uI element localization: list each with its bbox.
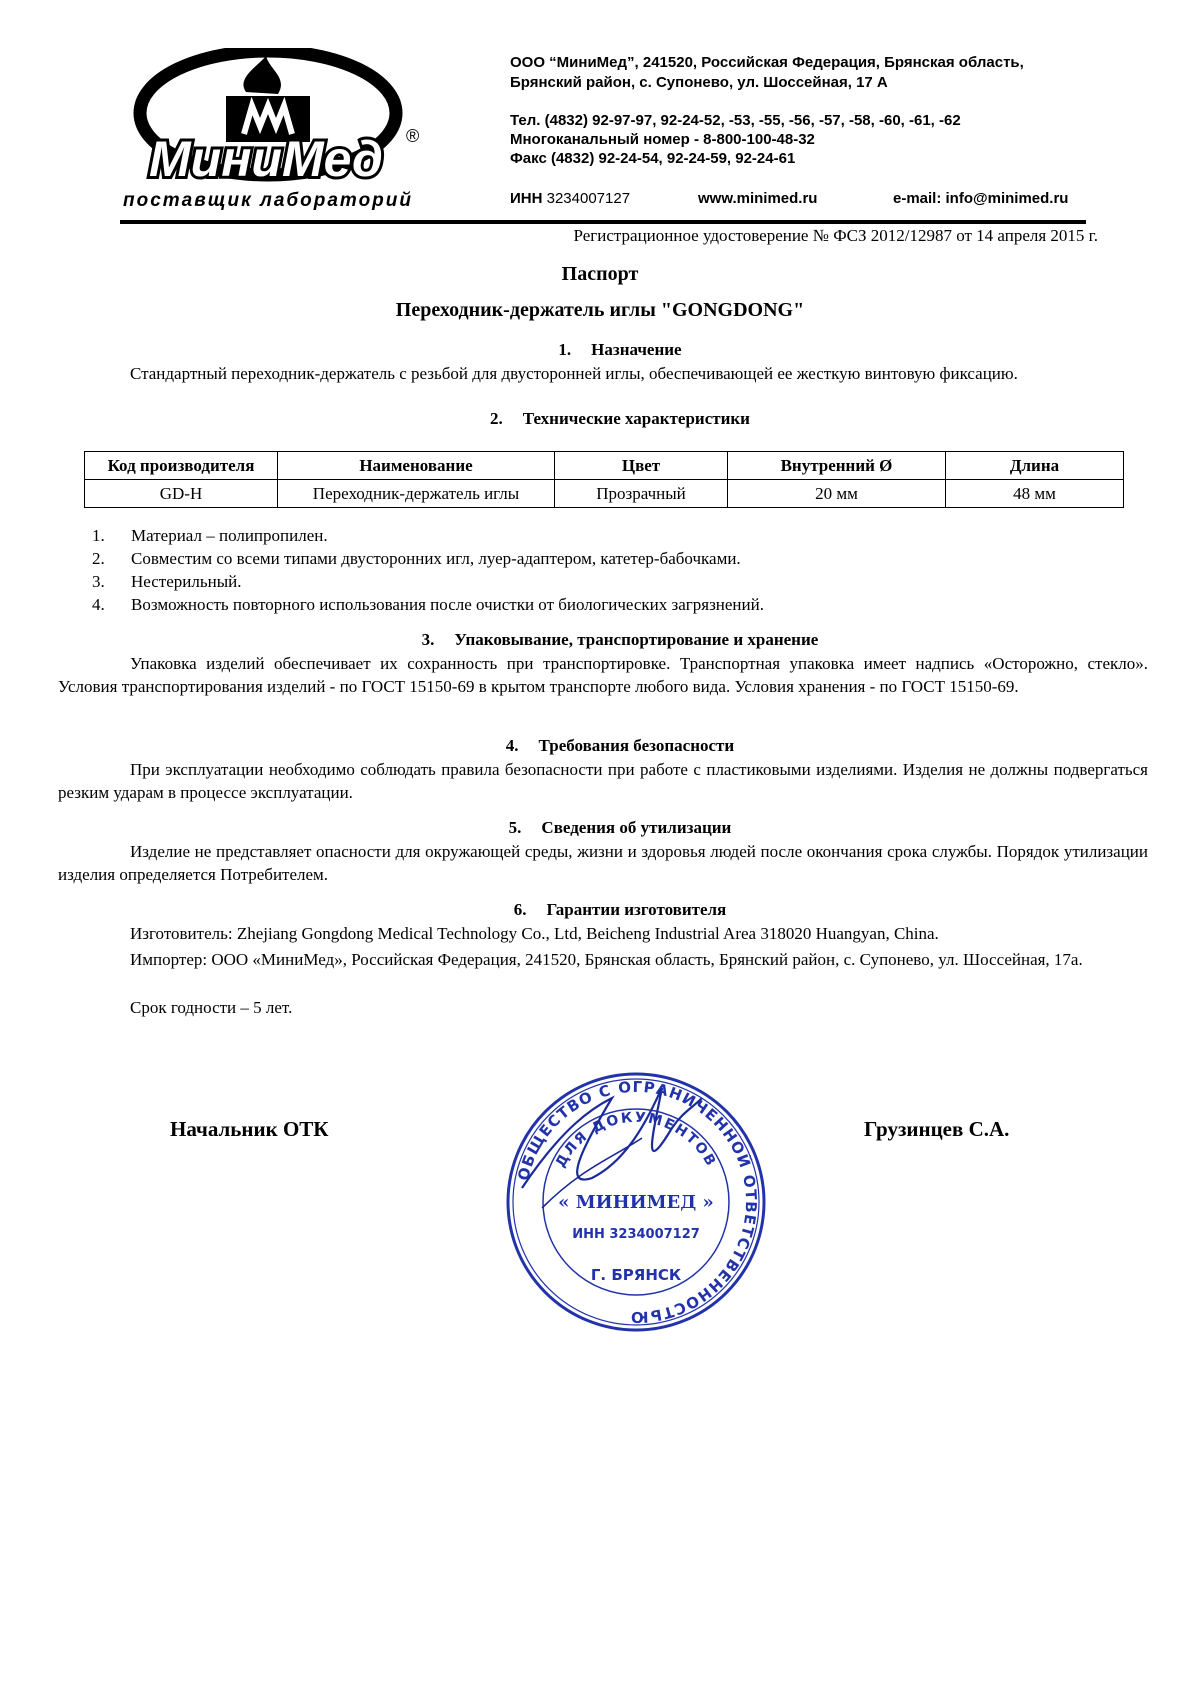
company-email: e-mail: info@minimed.ru (893, 190, 1069, 207)
section-2-title: Технические характеристики (522, 409, 750, 428)
section-6-number: 6. (513, 900, 527, 919)
stamp-center-text: « МИНИМЕД » (558, 1192, 714, 1213)
list-item-number: 4. (92, 595, 105, 614)
stamp-outer-text: ОБЩЕСТВО С ОГРАНИЧЕННОЙ ОТВЕТСТВЕННОСТЬЮ (514, 1077, 761, 1327)
company-fax: Факс (4832) 92-24-54, 92-24-59, 92-24-61 (510, 150, 796, 167)
section-1-number: 1. (558, 340, 572, 359)
cell-name: Переходник-держатель иглы (278, 480, 555, 508)
list-item-text: Материал – полипропилен. (131, 526, 328, 545)
company-address-line2: Брянский район, с. Супонево, ул. Шоссейная, 17 А (510, 74, 888, 91)
signatory-role: Начальник ОТК (170, 1117, 329, 1141)
svg-text:ДЛЯ ДОКУМЕНТОВ (553, 1110, 720, 1171)
section-6-heading (0, 900, 1200, 920)
header-name: Наименование (278, 452, 555, 480)
cell-length: 48 мм (946, 480, 1124, 508)
document-subtitle: Переходник-держатель иглы "GONGDONG" (395, 299, 805, 321)
section-6-title: Гарантии изготовителя (546, 900, 727, 919)
stamp-inn-text: ИНН 3234007127 (572, 1227, 700, 1242)
specifications-table (84, 451, 1124, 508)
header-manufacturer-code: Код производителя (85, 452, 278, 480)
manufacturer-text: Изготовитель: Zhejiang Gongdong Medical Technology Co., Ltd, Beicheng Industrial Area 318020 Huangyan, China. (130, 924, 939, 943)
section-3-title: Упаковывание, транспортирование и хранение (454, 630, 819, 649)
minimed-logo (118, 48, 438, 218)
section-5-number: 5. (508, 818, 522, 837)
company-address-line1: ООО “МиниМед”, 241520, Российская Федерация, Брянская область, (510, 54, 1024, 71)
section-4-title: Требования безопасности (538, 736, 735, 755)
importer-text: Импортер: ООО «МиниМед», Российская Федерация, 241520, Брянская область, Брянский район, с. Супонево, ул. Шоссейная, 17а. (130, 950, 1083, 969)
shelf-life-text: Срок годности – 5 лет. (130, 998, 293, 1017)
section-4-heading (0, 736, 1200, 756)
section-3-heading (0, 630, 1200, 650)
header-length: Длина (946, 452, 1124, 480)
logo-tagline: поставщик лабораторий (123, 190, 413, 211)
section-4-number: 4. (505, 736, 519, 755)
cell-inner-diameter: 20 мм (728, 480, 946, 508)
stamp-docs-text: ДЛЯ ДОКУМЕНТОВ (552, 1109, 720, 1171)
stamp-city-text: Г. БРЯНСК (590, 1266, 682, 1284)
company-inn (510, 189, 630, 208)
section-1-text: Стандартный переходник-держатель с резьбой для двусторонней иглы, обеспечивающей ее жесткую винтовую фиксацию. (130, 364, 1018, 383)
section-2-number: 2. (490, 409, 503, 428)
cell-color: Прозрачный (555, 480, 728, 508)
header-inner-diameter: Внутренний Ø (728, 452, 946, 480)
section-4-text: При эксплуатации необходимо соблюдать правила безопасности при работе с пластиковыми изделиями. Изделия не должны подвергаться резким ударам в процессе эксплуатации. (58, 760, 1148, 802)
registration-certificate: Регистрационное удостоверение № ФСЗ 2012/12987 от 14 апреля 2015 г. (573, 226, 1098, 245)
list-item-text: Возможность повторного использования после очистки от биологических загрязнений. (131, 595, 764, 614)
section-2-heading (0, 409, 1200, 429)
company-multichannel: Многоканальный номер - 8-800-100-48-32 (510, 131, 815, 148)
list-item-text: Нестерильный. (131, 572, 242, 591)
header-divider (120, 220, 1086, 224)
section-5-text: Изделие не представляет опасности для окружающей среды, жизни и здоровья людей после окончания срока службы. Порядок утилизации изделия определяется Потребителем. (58, 842, 1148, 884)
document-title: Паспорт (561, 263, 639, 285)
section-1-title: Назначение (591, 340, 682, 359)
company-stamp (502, 1068, 770, 1336)
header-color: Цвет (555, 452, 728, 480)
logo-registered: ® (406, 126, 420, 146)
list-item-text: Совместим со всеми типами двусторонних игл, луер-адаптером, катетер-бабочками. (131, 549, 741, 568)
section-5-title: Сведения об утилизации (541, 818, 732, 837)
list-item-number: 1. (92, 526, 105, 545)
list-item-number: 3. (92, 572, 105, 591)
company-phone: Тел. (4832) 92-97-97, 92-24-52, -53, -55, -56, -57, -58, -60, -61, -62 (510, 112, 961, 129)
table-row (85, 480, 1124, 508)
signatory-name: Грузинцев С.А. (864, 1117, 1010, 1141)
inn-label: ИНН (510, 190, 543, 207)
table-header-row (85, 452, 1124, 480)
inn-value: 3234007127 (546, 190, 631, 207)
company-website: www.minimed.ru (698, 190, 818, 207)
section-3-number: 3. (421, 630, 435, 649)
section-1-heading (0, 340, 1200, 360)
section-3-text: Упаковка изделий обеспечивает их сохранность при транспортировке. Транспортная упаковка имеет надпись «Осторожно, стекло». Условия транспортирования изделий - по ГОСТ 15150-69 в крытом транспорте любого вида. Условия хранения - по ГОСТ 15150-69. (58, 654, 1148, 696)
section-5-heading (0, 818, 1200, 838)
cell-manufacturer-code: GD-H (85, 480, 278, 508)
list-item-number: 2. (92, 549, 105, 568)
logo-wordmark: МиниМед (149, 131, 383, 187)
